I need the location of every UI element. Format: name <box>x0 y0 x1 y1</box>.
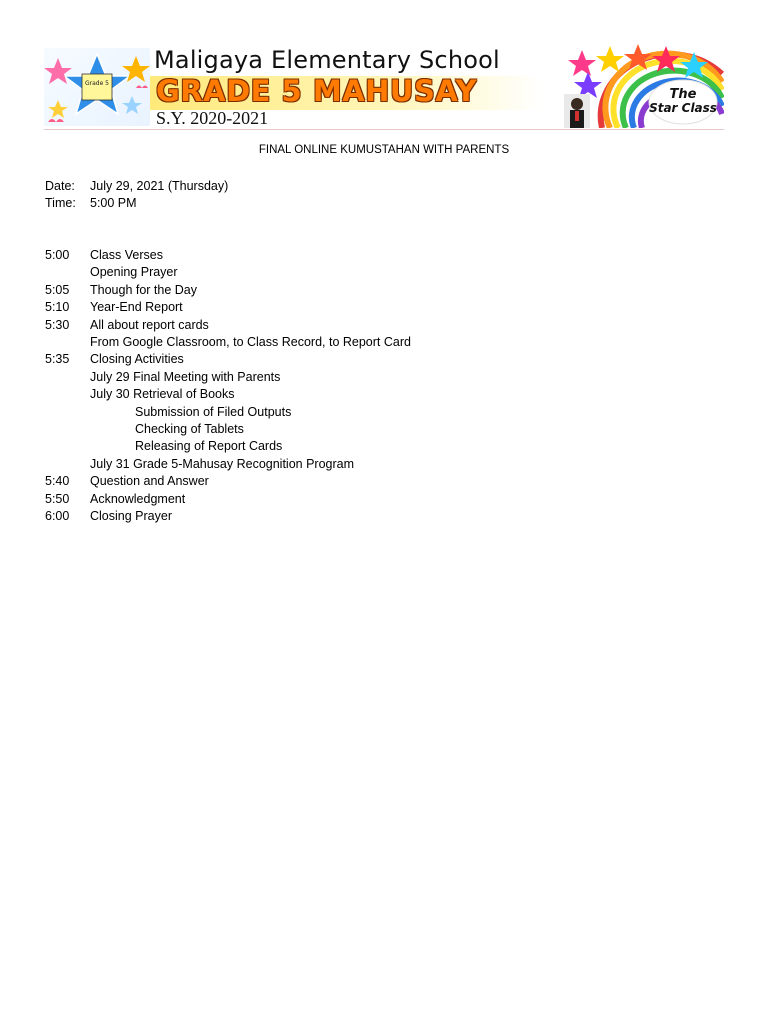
grade-title: GRADE 5 MAHUSAY <box>156 74 478 108</box>
agenda-item <box>45 351 411 368</box>
agenda-time: 6:00 <box>45 509 70 524</box>
school-name: Maligaya Elementary School <box>154 46 500 74</box>
agenda-text: Submission of Filed Outputs <box>135 404 292 419</box>
agenda-time <box>45 386 90 403</box>
agenda-time <box>45 264 90 281</box>
grade-5-logo <box>44 48 150 126</box>
school-year: S.Y. 2020-2021 <box>156 108 269 128</box>
agenda-time <box>45 404 90 421</box>
agenda-item <box>45 264 411 281</box>
document-title: FINAL ONLINE KUMUSTAHAN WITH PARENTS <box>258 144 510 156</box>
agenda-text: Class Verses <box>90 248 163 262</box>
agenda-time: 5:05 <box>45 282 70 297</box>
star-logo-icon <box>44 48 150 126</box>
agenda-item <box>45 491 411 508</box>
agenda-time <box>45 456 90 473</box>
agenda-text: Though for the Day <box>90 282 198 297</box>
agenda-item <box>45 508 411 525</box>
left-logo-text: Grade 5 <box>84 80 110 87</box>
agenda-time: 5:50 <box>45 491 70 506</box>
agenda-item <box>45 299 411 316</box>
time-label: Time: <box>45 196 76 210</box>
agenda-item <box>45 334 411 351</box>
agenda-text: Closing Activities <box>90 352 184 367</box>
agenda-time: 5:30 <box>45 317 70 332</box>
agenda-text: July 29 Final Meeting with Parents <box>90 369 281 384</box>
agenda-item <box>45 404 411 421</box>
agenda-list <box>45 247 411 526</box>
agenda-text: July 31 Grade 5-Mahusay Recognition Program <box>90 456 355 471</box>
agenda-item <box>45 369 411 386</box>
agenda-time <box>45 438 90 455</box>
agenda-item <box>45 421 411 438</box>
agenda-time <box>45 421 90 438</box>
agenda-text: Releasing of Report Cards <box>135 439 283 454</box>
agenda-item <box>45 438 411 455</box>
agenda-item <box>45 282 411 299</box>
agenda-item <box>45 456 411 473</box>
right-logo-line2: Star Class <box>649 101 717 115</box>
agenda-text: All about report cards <box>90 317 209 332</box>
agenda-time: 5:35 <box>45 352 70 367</box>
agenda-text: Opening Prayer <box>90 265 178 280</box>
meeting-details <box>45 178 228 212</box>
agenda-text: Year-End Report <box>90 300 183 315</box>
agenda-time <box>45 334 90 351</box>
agenda-time: 5:00 <box>45 248 70 262</box>
time-row <box>45 195 228 212</box>
agenda-item <box>45 247 411 264</box>
agenda-text: Acknowledgment <box>90 491 186 506</box>
star-class-logo <box>562 44 724 128</box>
agenda-text: Question and Answer <box>90 474 209 489</box>
agenda-time <box>45 369 90 386</box>
agenda-item <box>45 317 411 334</box>
rainbow-stars-icon <box>562 44 724 128</box>
right-logo-line1: The <box>669 87 697 102</box>
header-divider <box>44 129 724 130</box>
date-value: July 29, 2021 (Thursday) <box>90 179 229 193</box>
header-banner <box>44 44 724 130</box>
agenda-item <box>45 473 411 490</box>
agenda-text: July 30 Retrieval of Books <box>90 387 235 402</box>
agenda-time: 5:10 <box>45 300 70 315</box>
time-value: 5:00 PM <box>90 196 137 210</box>
date-label: Date: <box>45 179 75 193</box>
date-row <box>45 178 228 195</box>
agenda-time: 5:40 <box>45 474 70 489</box>
agenda-text: Closing Prayer <box>90 509 172 524</box>
agenda-text: From Google Classroom, to Class Record, to Report Card <box>90 335 411 350</box>
agenda-text: Checking of Tablets <box>135 422 244 437</box>
agenda-item <box>45 386 411 403</box>
